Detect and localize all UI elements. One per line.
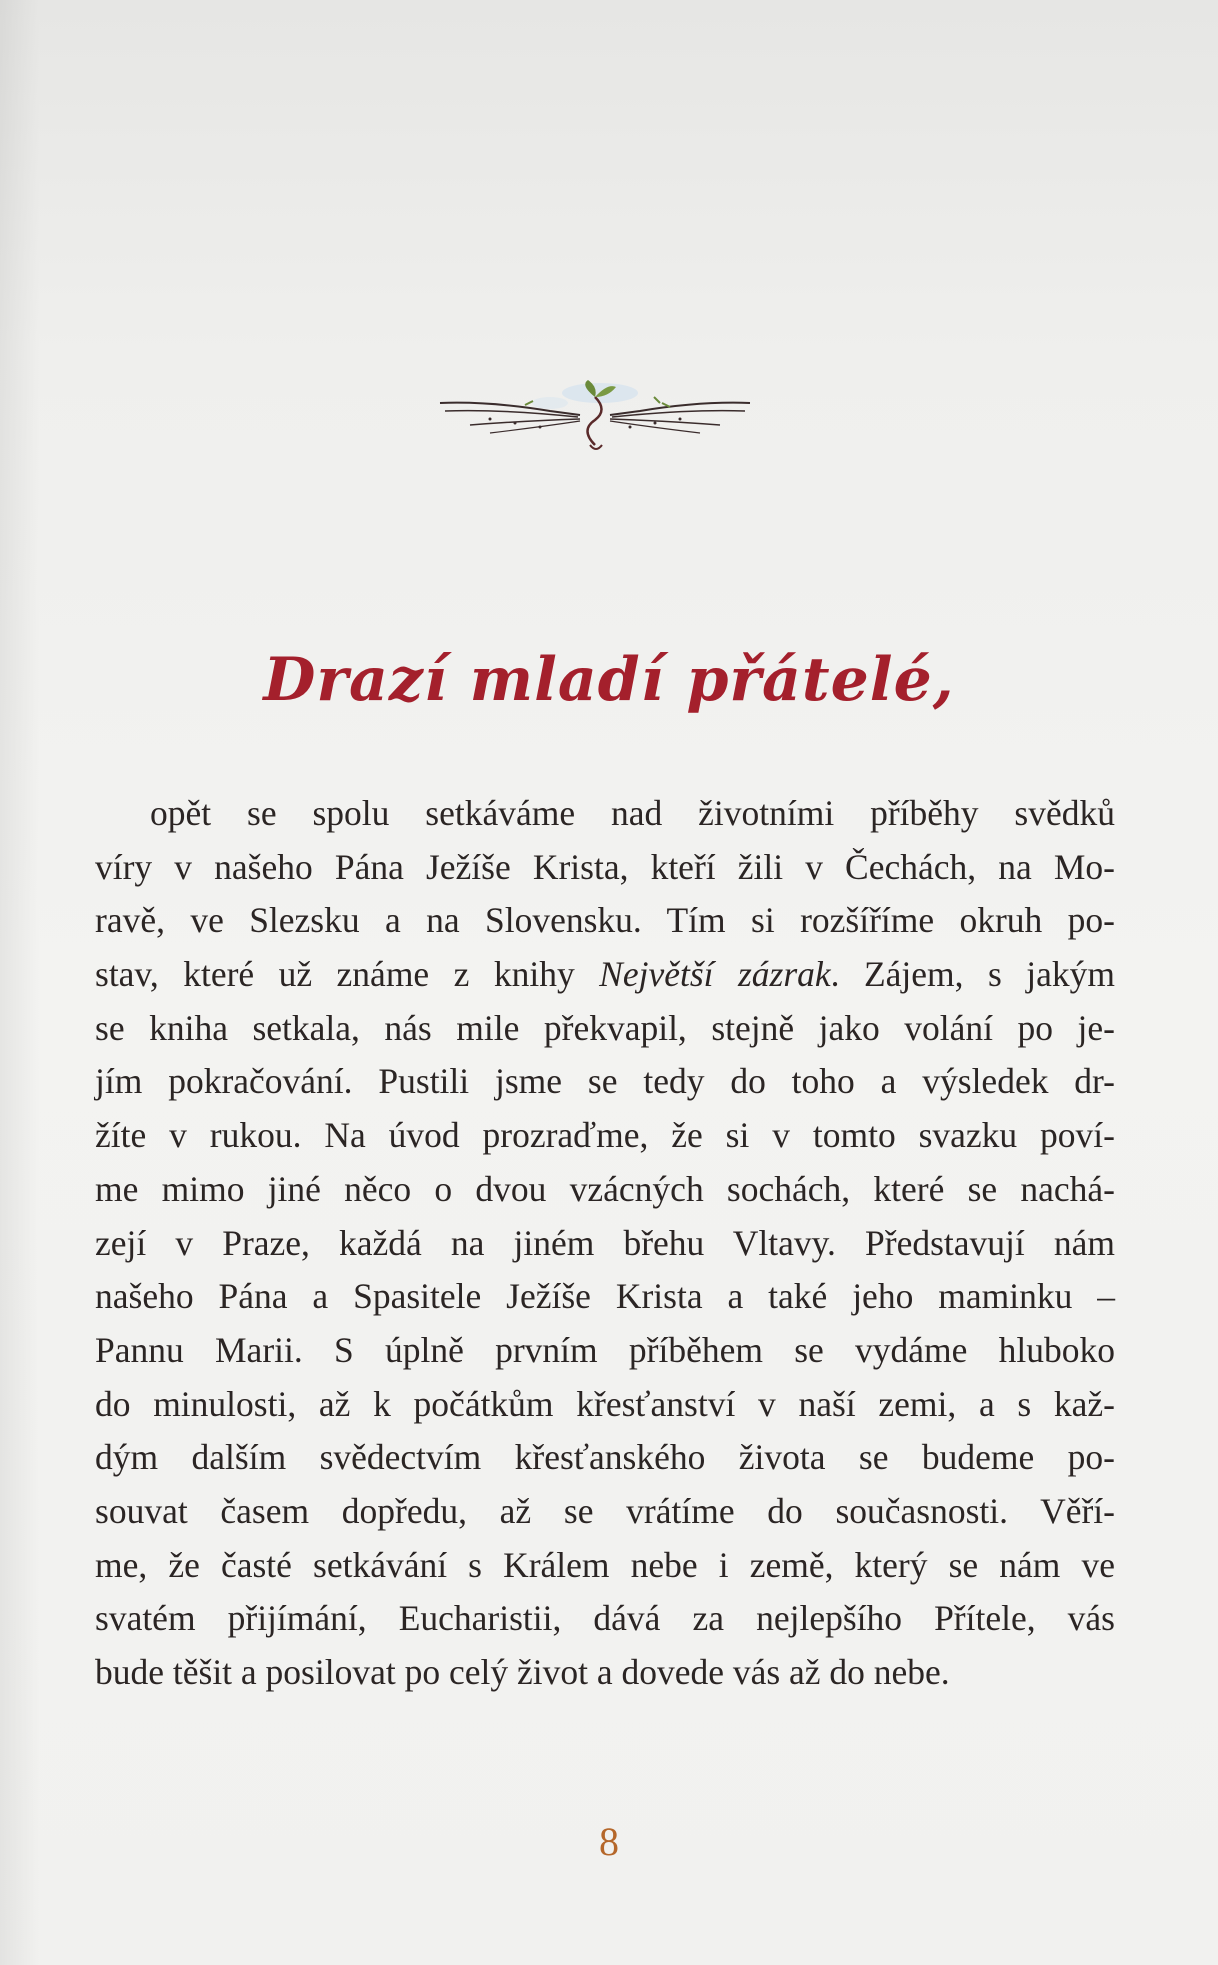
body-line: se kniha setkala, nás mile překvapil, stejně jako volání po je- xyxy=(95,1007,1115,1048)
body-line: našeho Pána a Spasitele Ježíše Krista a také jeho maminku – xyxy=(95,1276,1115,1317)
body-text xyxy=(95,787,1115,1700)
body-line: opět se spolu setkáváme nad životními příběhy svědků xyxy=(150,793,1115,833)
body-line: me mimo jiné něco o dvou vzácných sochách, které se nachá- xyxy=(95,1168,1115,1209)
body-line-tail: . Zájem, s jakým xyxy=(830,954,1115,995)
page-number: 8 xyxy=(599,1819,619,1864)
sprout-with-root-flourishes-icon xyxy=(430,375,760,465)
body-line-last: bude těšit a posilovat po celý život a dovede vás až do nebe. xyxy=(95,1652,950,1692)
page-gutter-shadow xyxy=(0,0,40,1965)
body-line: do minulosti, až k počátkům křesťanství v naší zemi, a s kaž- xyxy=(95,1383,1115,1424)
page-heading: Drazí mladí přátelé, xyxy=(263,645,955,715)
body-line: zejí v Praze, každá na jiném břehu Vltavy. Představují nám xyxy=(95,1222,1115,1263)
body-line: souvat časem dopředu, až se vrátíme do současnosti. Věří- xyxy=(95,1490,1115,1531)
body-line: svatém přijímání, Eucharistii, dává za nejlepšího Přítele, vás xyxy=(95,1598,1115,1639)
body-line-with-book-title xyxy=(95,948,1115,1002)
body-line: dým dalším svědectvím křesťanského života se budeme po- xyxy=(95,1437,1115,1478)
body-line: ravě, ve Slezsku a na Slovensku. Tím si rozšíříme okruh po- xyxy=(95,900,1115,941)
body-line: me, že časté setkávání s Králem nebe i země, který se nám ve xyxy=(95,1544,1115,1585)
body-line: žíte v rukou. Na úvod prozraďme, že si v tomto svazku poví- xyxy=(95,1115,1115,1156)
book-title: Největší zázrak xyxy=(599,954,831,995)
body-line: jím pokračování. Pustili jsme se tedy do toho a výsledek dr- xyxy=(95,1061,1115,1102)
body-line: Pannu Marii. S úplně prvním příběhem se vydáme hluboko xyxy=(95,1329,1115,1370)
body-line-head: stav, které už známe z knihy xyxy=(95,954,600,995)
body-line: víry v našeho Pána Ježíše Krista, kteří žili v Čechách, na Mo- xyxy=(95,846,1115,887)
